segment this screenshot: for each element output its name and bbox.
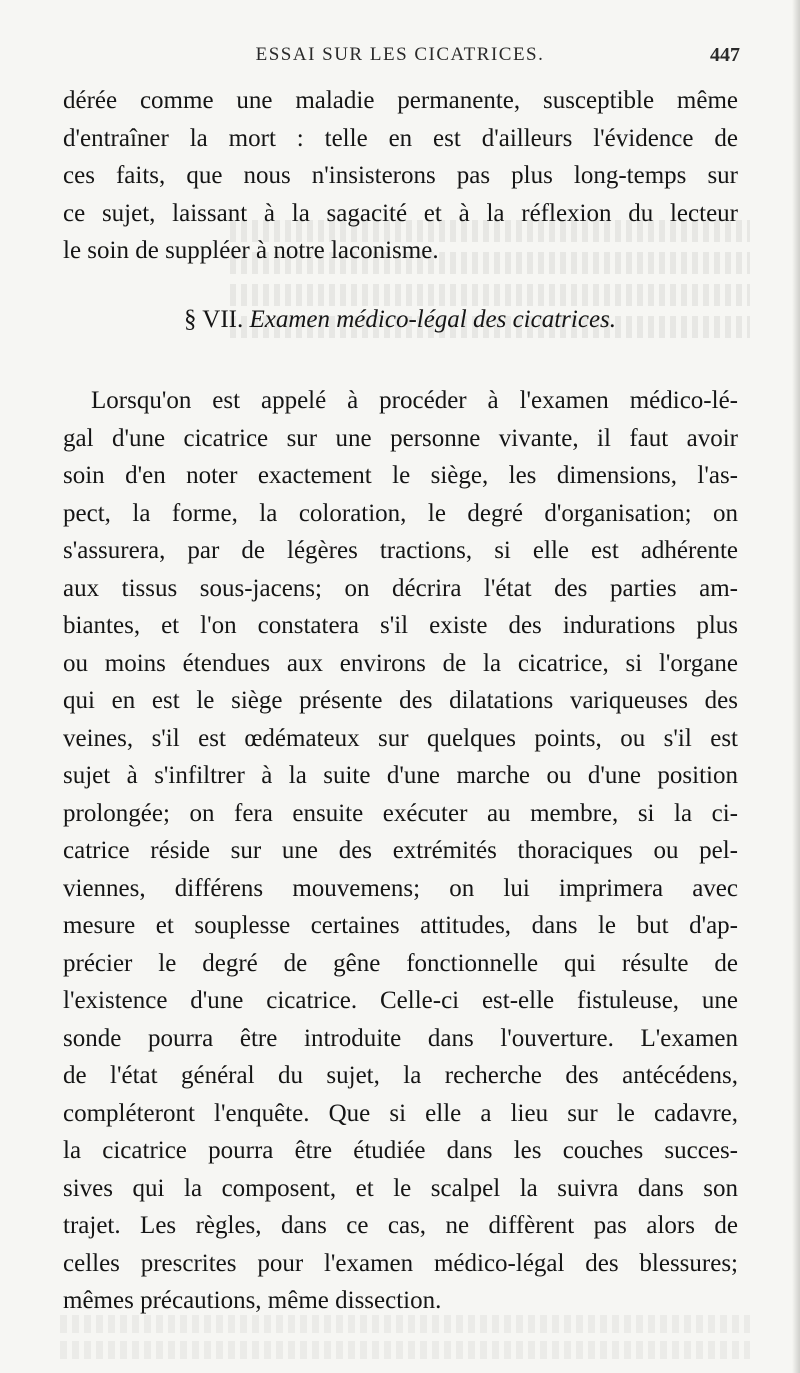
text-line: Lorsqu'on est appelé à procéder à l'examen médico-lé- [91, 387, 738, 414]
text-line: la cicatrice pourra être étudiée dans les couches succes- [63, 1137, 738, 1164]
paragraph-continued [63, 82, 738, 270]
text-line: mêmes précautions, même dissection. [63, 1287, 442, 1314]
text-line: catrice réside sur une des extrémités thoraciques ou pel- [63, 837, 738, 864]
page-edge-shadow [792, 0, 800, 1373]
text-line: sujet à s'infiltrer à la suite d'une marche ou d'une position [63, 762, 738, 789]
text-line: sives qui la composent, et le scalpel la suivra dans son [63, 1174, 738, 1202]
running-title: ESSAI SUR LES CICATRICES. [255, 44, 545, 65]
text-line: le soin de suppléer à notre laconisme. [63, 237, 439, 264]
text-line: soin d'en noter exactement le siège, les dimensions, l'as- [63, 462, 738, 489]
text-line: ces faits, que nous n'insisterons pas plus long-temps sur [63, 162, 738, 189]
text-line: viennes, différens mouvemens; on lui imprimera avec [63, 874, 738, 902]
section-heading [60, 300, 740, 340]
page-number: 447 [710, 44, 740, 66]
running-head [60, 38, 740, 78]
text-line: pect, la forme, la coloration, le degré d'organisation; on [63, 499, 738, 527]
text-line: veines, s'il est œdémateux sur quelques points, ou s'il est [63, 724, 738, 752]
text-line: mesure et souplesse certaines attitudes, dans le but d'ap- [63, 912, 738, 939]
text-line: ce sujet, laissant à la sagacité et à la réflexion du lecteur [63, 199, 738, 227]
text-line: de l'état général du sujet, la recherche des antécédens, [63, 1062, 738, 1089]
text-line: gal d'une cicatrice sur une personne vivante, il faut avoir [63, 424, 738, 452]
text-line: compléteront l'enquête. Que si elle a lieu sur le cadavre, [63, 1099, 738, 1127]
text-line: dérée comme une maladie permanente, susceptible même [63, 87, 738, 114]
text-line: biantes, et l'on constatera s'il existe des indurations plus [63, 612, 738, 639]
text-line: l'existence d'une cicatrice. Celle-ci est-elle fistuleuse, une [63, 987, 738, 1014]
text-line: qui en est le siège présente des dilatations variqueuses des [63, 687, 738, 714]
text-line: précier le degré de gêne fonctionnelle qui résulte de [63, 949, 738, 977]
text-line: ou moins étendues aux environs de la cicatrice, si l'organe [63, 649, 738, 677]
section-number: § VII. [183, 306, 244, 333]
text-line: trajet. Les règles, dans ce cas, ne diffèrent pas alors de [63, 1212, 738, 1239]
paragraph-main [63, 382, 738, 1320]
text-line: prolongée; on fera ensuite exécuter au membre, si la ci- [63, 799, 738, 827]
section-title: Examen médico-légal des cicatrices. [249, 306, 617, 333]
text-line: d'entraîner la mort : telle en est d'ailleurs l'évidence de [63, 124, 738, 152]
text-line: aux tissus sous-jacens; on décrira l'état des parties am- [63, 574, 738, 602]
text-line: celles prescrites pour l'examen médico-légal des blessures; [63, 1249, 738, 1277]
text-line: s'assurera, par de légères tractions, si elle est adhérente [63, 537, 738, 564]
show-through-text-bottom [60, 1315, 750, 1365]
text-line: sonde pourra être introduite dans l'ouverture. L'examen [63, 1024, 738, 1052]
